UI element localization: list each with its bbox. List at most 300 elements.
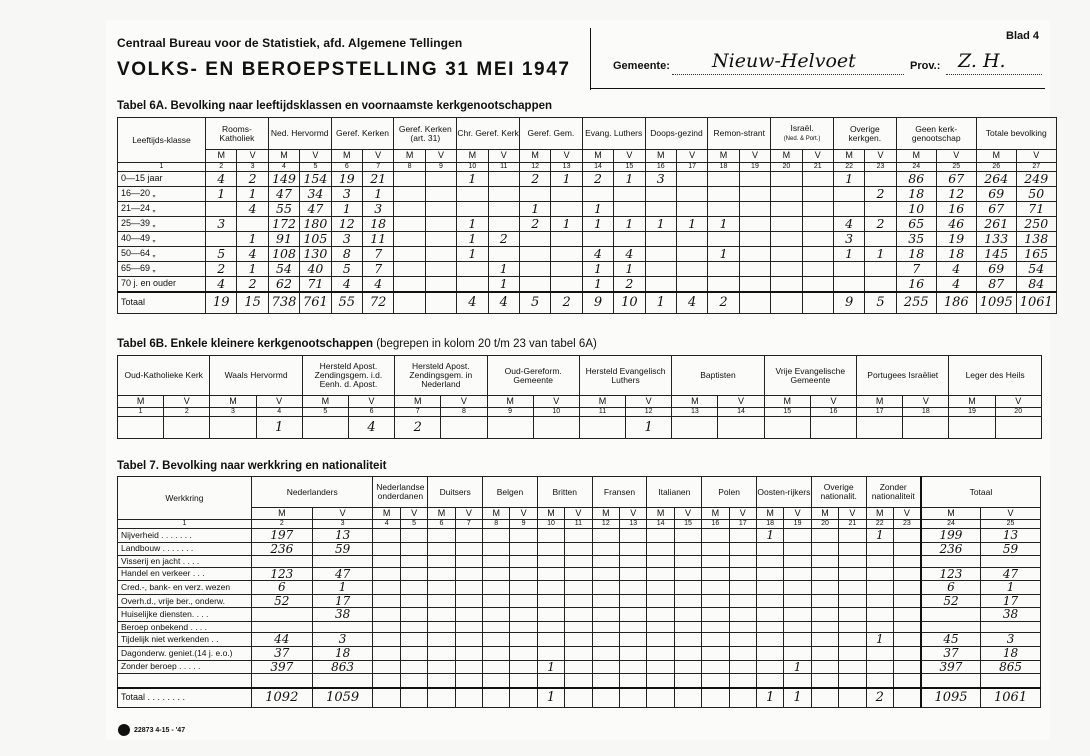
cell-value: 2 — [488, 232, 519, 247]
cell-value — [729, 633, 756, 647]
cell-value — [373, 608, 400, 622]
cell-value: 1 — [457, 217, 488, 232]
cell-value — [739, 232, 770, 247]
cell-value — [582, 232, 613, 247]
cell-value: 1 — [237, 187, 268, 202]
total-value: 1061 — [981, 688, 1041, 708]
cell-value — [551, 277, 582, 292]
cell-value — [620, 556, 647, 567]
col-number: 7 — [455, 520, 482, 529]
total-value — [771, 292, 802, 314]
cell-value — [400, 581, 427, 595]
cell-value — [708, 277, 739, 292]
cell-value: 38 — [981, 608, 1041, 622]
werkkring-label: Beroep onbekend . . . . — [118, 621, 252, 632]
col-number: 25 — [936, 163, 976, 172]
cell-value: 52 — [921, 594, 981, 608]
cell-value — [592, 660, 619, 674]
cell-value — [981, 556, 1041, 567]
cell-value — [866, 608, 893, 622]
cell-value — [425, 202, 456, 217]
total-value: 4 — [488, 292, 519, 314]
cell-value — [483, 594, 510, 608]
cell-value: 59 — [312, 542, 373, 556]
cell-value: 2 — [865, 217, 896, 232]
cell-value — [455, 529, 482, 543]
cell-value — [921, 621, 981, 632]
col-header-church — [331, 118, 394, 150]
cell-value — [702, 567, 729, 581]
total-row — [118, 688, 1041, 708]
cell-value — [708, 232, 739, 247]
bureau-name: Centraal Bureau voor de Statistiek, afd. Algemene Tellingen — [117, 36, 463, 50]
col-m: M — [833, 150, 864, 163]
col-header-church — [833, 118, 896, 150]
age-label: 50—64 „ — [118, 247, 206, 262]
cell-value — [729, 529, 756, 543]
cell-value: 1 — [582, 202, 613, 217]
cell-value — [488, 172, 519, 187]
total-value: 5 — [519, 292, 550, 314]
cell-value — [674, 608, 701, 622]
cell-value — [592, 621, 619, 632]
table-row — [118, 556, 1041, 567]
cell-value — [592, 542, 619, 556]
cell-value — [455, 621, 482, 632]
col-number: 15 — [614, 163, 645, 172]
col-header-nationality: Polen — [702, 477, 757, 508]
col-m: M — [487, 396, 533, 408]
col-v: V — [1016, 150, 1056, 163]
col-v: V — [810, 396, 856, 408]
church-name: Geref. Gem. — [527, 128, 575, 139]
cell-value — [620, 581, 647, 595]
cell-value: 18 — [936, 247, 976, 262]
table-row — [118, 247, 1057, 262]
cell-value — [674, 529, 701, 543]
cell-value — [425, 232, 456, 247]
cell-value — [164, 417, 210, 439]
total-value: 19 — [206, 292, 237, 314]
cell-value: 4 — [614, 247, 645, 262]
cell-value: 67 — [936, 172, 976, 187]
cell-value: 264 — [976, 172, 1016, 187]
werkkring-label: Overh.d., vrije ber., onderw. — [118, 594, 252, 608]
cell-value — [729, 660, 756, 674]
col-v: V — [488, 150, 519, 163]
col-m: M — [582, 150, 613, 163]
cell-value: 1 — [981, 581, 1041, 595]
cell-value — [551, 262, 582, 277]
age-label: 40—49 „ — [118, 232, 206, 247]
cell-value — [802, 217, 833, 232]
cell-value: 1 — [708, 217, 739, 232]
cell-value — [784, 529, 811, 543]
col-m: M — [206, 150, 237, 163]
cell-value: 67 — [976, 202, 1016, 217]
cell-value — [519, 247, 550, 262]
col-number: 19 — [949, 408, 995, 417]
cell-value — [428, 660, 455, 674]
total-value — [702, 688, 729, 708]
cell-value — [483, 633, 510, 647]
cell-value — [394, 202, 425, 217]
cell-value — [537, 567, 564, 581]
col-m: M — [519, 150, 550, 163]
werkkring-label: Cred.-, bank- en verz. wezen — [118, 581, 252, 595]
col-header-church — [519, 118, 582, 150]
cell-value — [510, 542, 537, 556]
cell-value — [400, 542, 427, 556]
cell-value — [620, 567, 647, 581]
cell-value: 13 — [981, 529, 1041, 543]
total-value — [592, 688, 619, 708]
footer-print-code — [118, 724, 185, 736]
col-m: M — [764, 396, 810, 408]
cell-value — [674, 594, 701, 608]
col-m: M — [251, 508, 312, 520]
cell-value: 3 — [362, 202, 393, 217]
col-v: V — [676, 150, 707, 163]
cell-value: 250 — [1016, 217, 1056, 232]
total-value: 10 — [614, 292, 645, 314]
cell-value — [865, 262, 896, 277]
cell-value — [428, 556, 455, 567]
cell-value: 1 — [626, 417, 672, 439]
cell-value — [802, 172, 833, 187]
cell-value — [708, 187, 739, 202]
cell-value — [676, 262, 707, 277]
cell-value: 3 — [645, 172, 676, 187]
cell-value: 19 — [331, 172, 362, 187]
werkkring-label: Dagonderw. geniet.(14 j. e.o.) — [118, 646, 252, 660]
cell-value — [729, 621, 756, 632]
col-number: 11 — [488, 163, 519, 172]
col-v: V — [865, 150, 896, 163]
empty-cell — [647, 674, 674, 688]
cell-value: 154 — [300, 172, 331, 187]
cell-value — [647, 581, 674, 595]
church-subname: (Ned. & Port.) — [783, 136, 821, 143]
cell-value — [784, 608, 811, 622]
col-v: V — [802, 150, 833, 163]
col-header-nationality: Nederlandse onderdanen — [373, 477, 428, 508]
cell-value — [537, 621, 564, 632]
col-m: M — [331, 150, 362, 163]
tabel-6b-title-note: (begrepen in kolom 20 t/m 23 van tabel 6A) — [376, 338, 597, 350]
cell-value — [949, 417, 995, 439]
col-header-nationality: Totaal — [921, 477, 1041, 508]
col-number: 23 — [893, 520, 920, 529]
cell-value — [784, 581, 811, 595]
cell-value — [488, 217, 519, 232]
cell-value: 2 — [519, 172, 550, 187]
cell-value: 59 — [981, 542, 1041, 556]
cell-value — [647, 633, 674, 647]
total-value: 4 — [457, 292, 488, 314]
cell-value: 71 — [300, 277, 331, 292]
cell-value: 108 — [268, 247, 299, 262]
table-row — [118, 232, 1057, 247]
cell-value — [784, 542, 811, 556]
table-row — [118, 660, 1041, 674]
cell-value: 1 — [537, 660, 564, 674]
col-header-church: Hersteld Apost. Zendingsgem. i.d. Eenh. d. Apost. — [302, 356, 394, 396]
cell-value — [565, 567, 592, 581]
col-v: V — [348, 396, 394, 408]
cell-value — [428, 646, 455, 660]
col-number: 21 — [802, 163, 833, 172]
total-value: 1 — [645, 292, 676, 314]
cell-value — [645, 247, 676, 262]
cell-value — [425, 277, 456, 292]
col-number: 12 — [519, 163, 550, 172]
total-value — [400, 688, 427, 708]
col-m: M — [394, 150, 425, 163]
cell-value: 1 — [488, 277, 519, 292]
cell-value — [425, 247, 456, 262]
cell-value: 1 — [519, 202, 550, 217]
church-name: Totale bevolking — [985, 128, 1047, 139]
cell-value: 4 — [206, 277, 237, 292]
cell-value — [488, 187, 519, 202]
cell-value — [676, 277, 707, 292]
cell-value — [565, 581, 592, 595]
cell-value — [893, 660, 920, 674]
cell-value: 7 — [896, 262, 936, 277]
total-value: 255 — [896, 292, 936, 314]
col-number: 13 — [551, 163, 582, 172]
cell-value — [565, 556, 592, 567]
cell-value — [565, 633, 592, 647]
col-header-church: Hersteld Evangelisch Luthers — [579, 356, 671, 396]
empty-cell — [811, 674, 838, 688]
cell-value: 65 — [896, 217, 936, 232]
cell-value — [771, 217, 802, 232]
cell-value — [729, 608, 756, 622]
cell-value — [483, 660, 510, 674]
col-m: M — [949, 396, 995, 408]
cell-value: 5 — [331, 262, 362, 277]
cell-value: 2 — [206, 262, 237, 277]
cell-value — [647, 594, 674, 608]
cell-value — [839, 542, 866, 556]
cell-value — [839, 660, 866, 674]
church-name: Chr. Geref. Kerk — [457, 128, 519, 139]
cell-value — [519, 232, 550, 247]
cell-value — [702, 621, 729, 632]
cell-value — [237, 217, 268, 232]
col-number: 12 — [592, 520, 619, 529]
cell-value — [620, 529, 647, 543]
cell-value: 1 — [551, 217, 582, 232]
cell-value — [739, 262, 770, 277]
cell-value — [866, 621, 893, 632]
cell-value: 91 — [268, 232, 299, 247]
cell-value: 133 — [976, 232, 1016, 247]
cell-value — [455, 581, 482, 595]
cell-value — [839, 567, 866, 581]
cell-value — [893, 542, 920, 556]
total-value — [565, 688, 592, 708]
cell-value: 1 — [614, 217, 645, 232]
col-header-nationality: Britten — [537, 477, 592, 508]
cell-value — [839, 556, 866, 567]
age-label: 25—39 „ — [118, 217, 206, 232]
cell-value — [702, 529, 729, 543]
col-m: M — [857, 396, 903, 408]
total-value: 1092 — [251, 688, 312, 708]
cell-value — [592, 646, 619, 660]
cell-value: 50 — [1016, 187, 1056, 202]
total-value — [483, 688, 510, 708]
col-v: V — [674, 508, 701, 520]
col-number: 1 — [118, 520, 252, 529]
cell-value: 10 — [896, 202, 936, 217]
cell-value — [483, 567, 510, 581]
cell-value — [519, 262, 550, 277]
cell-value — [455, 542, 482, 556]
cell-value — [457, 277, 488, 292]
cell-value — [647, 529, 674, 543]
church-name: Remon-strant — [713, 128, 765, 139]
empty-cell — [537, 674, 564, 688]
cell-value: 87 — [976, 277, 1016, 292]
cell-value — [771, 232, 802, 247]
col-m: M — [395, 396, 441, 408]
total-value — [428, 688, 455, 708]
church-name: Israël. — [790, 123, 814, 134]
cell-value — [674, 567, 701, 581]
cell-value — [251, 556, 312, 567]
cell-value: 261 — [976, 217, 1016, 232]
cell-value — [592, 581, 619, 595]
church-name: Geen kerk-genootschap — [911, 123, 961, 143]
table-row — [118, 202, 1057, 217]
table-row — [118, 262, 1057, 277]
cell-value — [839, 581, 866, 595]
cell-value — [811, 621, 838, 632]
cell-value — [676, 232, 707, 247]
cell-value — [373, 542, 400, 556]
col-number: 7 — [362, 163, 393, 172]
age-label: 16—20 „ — [118, 187, 206, 202]
cell-value — [455, 594, 482, 608]
cell-value — [702, 581, 729, 595]
col-number: 20 — [771, 163, 802, 172]
cell-value — [455, 633, 482, 647]
cell-value — [708, 262, 739, 277]
cell-value — [833, 277, 864, 292]
cell-value — [537, 594, 564, 608]
col-m: M — [457, 150, 488, 163]
cell-value — [510, 556, 537, 567]
cell-value — [510, 529, 537, 543]
cell-value — [533, 417, 579, 439]
cell-value — [702, 660, 729, 674]
cell-value — [647, 556, 674, 567]
total-value: 1095 — [976, 292, 1016, 314]
col-number: 26 — [976, 163, 1016, 172]
cell-value — [510, 567, 537, 581]
cell-value — [729, 581, 756, 595]
col-number: 15 — [674, 520, 701, 529]
cell-value — [620, 542, 647, 556]
total-value: 55 — [331, 292, 362, 314]
col-number: 22 — [866, 520, 893, 529]
col-number: 8 — [394, 163, 425, 172]
age-label: 0—15 jaar — [118, 172, 206, 187]
cell-value — [839, 529, 866, 543]
col-number: 27 — [1016, 163, 1056, 172]
cell-value — [756, 567, 783, 581]
cell-value — [400, 660, 427, 674]
cell-value: 54 — [268, 262, 299, 277]
col-number: 14 — [718, 408, 764, 417]
printer-logo-icon — [118, 724, 130, 736]
cell-value — [866, 581, 893, 595]
cell-value — [729, 542, 756, 556]
col-number: 18 — [903, 408, 949, 417]
col-number: 4 — [256, 408, 302, 417]
cell-value: 16 — [896, 277, 936, 292]
age-label: 70 j. en ouder — [118, 277, 206, 292]
col-header-church — [206, 118, 269, 150]
cell-value: 4 — [833, 217, 864, 232]
cell-value: 4 — [237, 202, 268, 217]
tabel-6b — [117, 355, 1042, 439]
cell-value — [455, 646, 482, 660]
cell-value — [400, 621, 427, 632]
empty-cell — [510, 674, 537, 688]
total-value: 9 — [833, 292, 864, 314]
cell-value — [647, 608, 674, 622]
cell-value: 1 — [457, 232, 488, 247]
cell-value: 16 — [936, 202, 976, 217]
col-number: 20 — [811, 520, 838, 529]
cell-value — [802, 232, 833, 247]
cell-value — [565, 608, 592, 622]
cell-value: 1 — [614, 262, 645, 277]
province-value: Z. H. — [958, 50, 1006, 72]
cell-value — [866, 556, 893, 567]
cell-value: 2 — [614, 277, 645, 292]
cell-value — [455, 556, 482, 567]
total-row — [118, 292, 1057, 314]
cell-value — [764, 417, 810, 439]
cell-value: 13 — [312, 529, 373, 543]
cell-value — [893, 646, 920, 660]
cell-value: 1 — [551, 172, 582, 187]
col-header-church — [896, 118, 976, 150]
cell-value: 397 — [251, 660, 312, 674]
cell-value — [510, 581, 537, 595]
cell-value: 17 — [981, 594, 1041, 608]
cell-value — [394, 172, 425, 187]
cell-value: 5 — [206, 247, 237, 262]
cell-value: 197 — [251, 529, 312, 543]
cell-value — [702, 556, 729, 567]
cell-value: 1 — [457, 247, 488, 262]
cell-value — [510, 660, 537, 674]
cell-value: 18 — [981, 646, 1041, 660]
cell-value: 1 — [866, 633, 893, 647]
col-header-nationality: Overige nationalit. — [811, 477, 866, 508]
col-header-church: Baptisten — [672, 356, 764, 396]
empty-cell — [729, 674, 756, 688]
col-m: M — [118, 396, 164, 408]
cell-value — [425, 262, 456, 277]
